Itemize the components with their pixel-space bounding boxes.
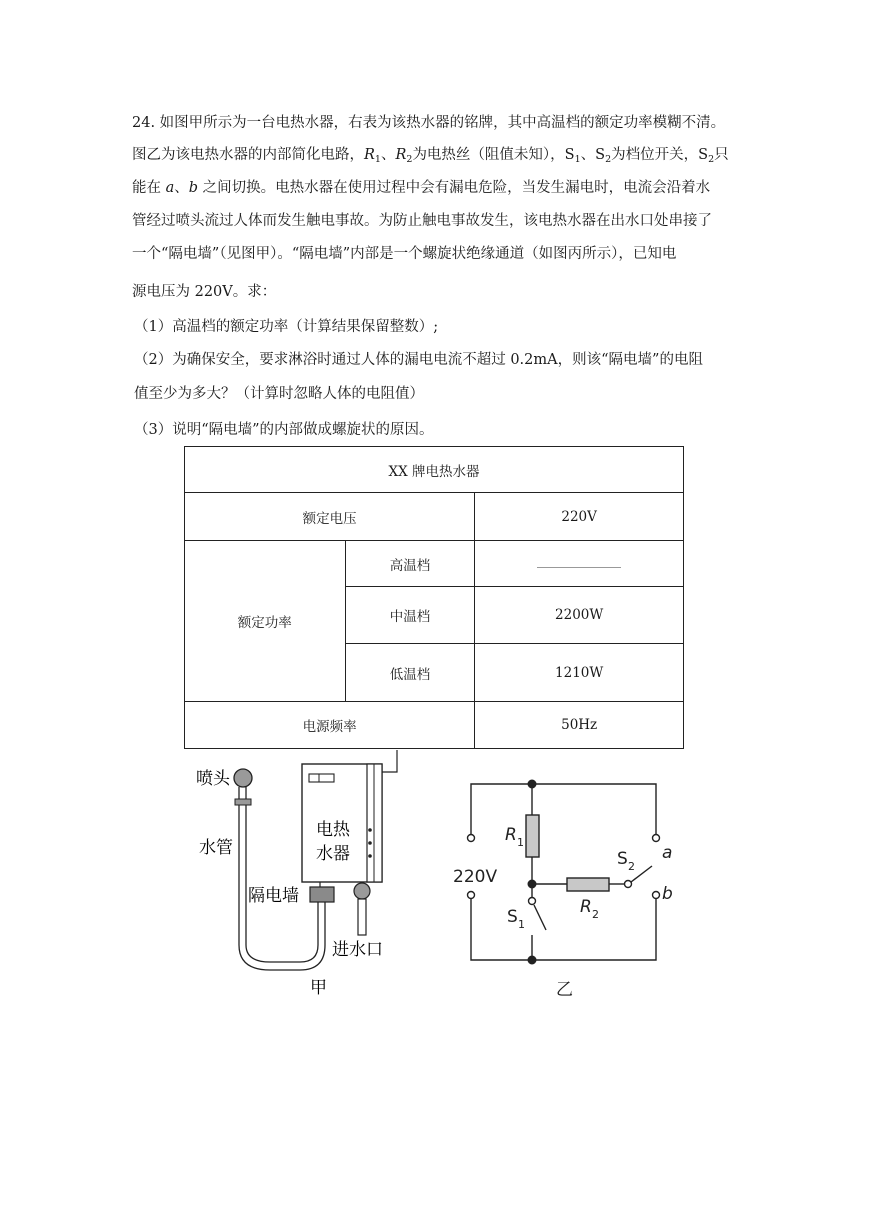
figure-jia	[196, 750, 397, 998]
mid-gear-label: 中温档	[345, 587, 475, 644]
s2-sub: 2	[628, 860, 635, 873]
heater-label-2: 水器	[316, 844, 350, 864]
sub-question-2-cont: 值至少为多大？（计算时忽略人体的电阻值）	[134, 386, 424, 402]
figure-jia-caption: 甲	[310, 978, 327, 998]
mid-gear-value: 2200W	[475, 587, 684, 644]
circuit-labels	[453, 825, 673, 1000]
s1-label: S	[507, 907, 518, 927]
inlet-valve-icon	[354, 883, 370, 899]
question-line-2: 图乙为该电热水器的内部简化电路，$R_1$、$R_2$为电热丝（阻值未知），$S_1$、$S_2$为档位开关，$S_2$只	[132, 147, 729, 165]
resistor-r2	[567, 878, 609, 891]
high-gear-label: 高温档	[345, 541, 475, 587]
inlet-pipe	[358, 899, 366, 935]
question-line-5: 一个“隔电墙”（见图甲）。“隔电墙”内部是一个螺旋状绝缘通道（如图丙所示），已知电	[132, 246, 677, 262]
shower-valve	[235, 799, 251, 805]
voltage-label: 220V	[453, 867, 498, 887]
rated-voltage-value: 220V	[475, 493, 684, 541]
r2-label: R	[580, 897, 592, 917]
sub-question-1: （1）高温档的额定功率（计算结果保留整数）;	[134, 319, 439, 335]
heater-label-1: 电热	[316, 820, 350, 840]
terminal-a	[653, 835, 660, 842]
shower-head-icon	[234, 769, 252, 787]
heater-display-icon	[309, 774, 334, 782]
terminal-b	[653, 892, 660, 899]
terminal-top	[468, 835, 475, 842]
shower-head-label: 喷头	[196, 769, 230, 789]
terminal-a-label: a	[662, 843, 673, 863]
question-line-3: 能在 a、b 之间切换。电热水器在使用过程中会有漏电危险，当发生漏电时，电流会沿着水	[132, 180, 711, 196]
power-frequency-label: 电源频率	[185, 702, 475, 749]
rated-power-label: 额定功率	[185, 541, 346, 702]
bottom-wire	[471, 899, 656, 960]
figure-yi-caption: 乙	[556, 980, 573, 1000]
question-line-6: 源电压为 220V。求：	[132, 284, 277, 300]
rated-voltage-label: 额定电压	[185, 493, 475, 541]
r1-label: R	[505, 825, 517, 845]
inlet-label: 进水口	[332, 940, 383, 960]
switch-s1-pivot	[529, 898, 536, 905]
s2-label: S	[617, 849, 628, 869]
heater-cable	[382, 750, 397, 772]
isolation-wall-label: 隔电墙	[248, 886, 299, 906]
isolation-wall-block	[310, 887, 334, 902]
terminal-b-label: b	[662, 884, 673, 904]
switch-s2-pivot	[625, 881, 632, 888]
nameplate-title: XX 牌电热水器	[185, 447, 684, 493]
pipe-label: 水管	[199, 838, 233, 858]
sub-question-2: （2）为确保安全，要求淋浴时通过人体的漏电电流不超过 0.2mA，则该“隔电墙”的电阻	[134, 352, 703, 368]
resistor-r1	[526, 815, 539, 857]
low-gear-value: 1210W	[475, 644, 684, 702]
question-line-1: 24. 如图甲所示为一台电热水器，右表为该热水器的铭牌，其中高温档的额定功率模糊不清。	[132, 115, 726, 131]
junction-top	[528, 780, 536, 788]
r2-sub: 2	[592, 908, 599, 921]
s1-sub: 1	[518, 918, 525, 931]
switch-s1-blade	[534, 905, 546, 930]
terminal-bottom	[468, 892, 475, 899]
power-frequency-value: 50Hz	[475, 702, 684, 749]
low-gear-label: 低温档	[345, 644, 475, 702]
r1-sub: 1	[517, 836, 524, 849]
top-wire	[471, 784, 656, 834]
question-line-4: 管经过喷头流过人体而发生触电事故。为防止触电事故发生，该电热水器在出水口处串接了	[132, 213, 712, 229]
sub-question-3: （3）说明“隔电墙”的内部做成螺旋状的原因。	[134, 422, 434, 438]
